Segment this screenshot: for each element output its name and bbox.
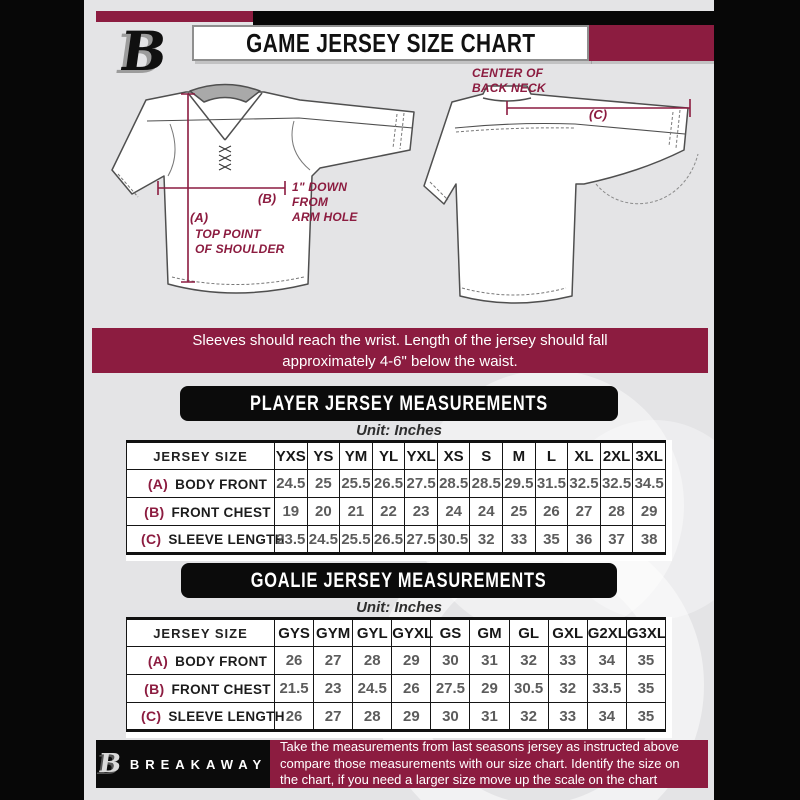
measurement-value: 31 [470, 647, 509, 675]
jersey-size-label: JERSEY SIZE [127, 619, 275, 647]
measurement-name: SLEEVE LENGTH [168, 709, 285, 724]
footer-brand-name: BREAKAWAY [129, 756, 268, 772]
measurement-row-label [127, 498, 275, 526]
footer-instructions-text: Take the measurements from last seasons jersey as instructed above compare those measurements with our size chart. Identify the size on the chart, if you need a larger size move up the scale on the chart [280, 739, 680, 788]
page-title: GAME JERSEY SIZE CHART [245, 27, 536, 58]
size-column-header: XL [568, 442, 601, 470]
measurement-value: 28 [353, 703, 392, 731]
goalie-section-title: GOALIE JERSEY MEASUREMENTS [251, 568, 547, 592]
measurement-value: 29 [633, 498, 666, 526]
size-column-header: GYXL [392, 619, 431, 647]
size-column-header: YL [372, 442, 405, 470]
measurement-value: 32 [470, 526, 503, 554]
size-column-header: M [503, 442, 536, 470]
size-column-header: GL [509, 619, 548, 647]
measurement-value: 30 [431, 647, 470, 675]
measurement-value: 23 [314, 675, 353, 703]
note-line: FROM [292, 195, 329, 209]
note-line: ARM HOLE [292, 210, 358, 224]
arm-hole-note [292, 180, 358, 225]
measurement-key: (C) [141, 708, 162, 724]
measurement-value: 28.5 [437, 470, 470, 498]
jersey-diagrams [84, 58, 714, 328]
measurement-value: 29 [470, 675, 509, 703]
measurement-key: (B) [144, 680, 165, 697]
measurement-value: 38 [633, 526, 666, 554]
measurement-value: 31 [470, 703, 509, 731]
size-column-header: XS [437, 442, 470, 470]
size-column-header: G2XL [587, 619, 626, 647]
banner-line: approximately 4-6" below the waist. [282, 352, 518, 370]
label-a: (A) [190, 210, 209, 225]
measurement-row-label [127, 526, 285, 554]
note-line: TOP POINT [195, 227, 261, 241]
size-column-header: GYL [353, 619, 392, 647]
measurement-value: 27 [568, 498, 601, 526]
measurement-value: 21.5 [275, 675, 314, 703]
player-table-wrap [126, 440, 672, 561]
goalie-size-table [126, 617, 666, 732]
measurement-value: 19 [275, 498, 308, 526]
measurement-value: 32 [509, 647, 548, 675]
shoulder-note [195, 227, 285, 257]
measurement-value: 27.5 [405, 526, 438, 554]
breakaway-logo-letter: B [116, 19, 172, 83]
measurement-value: 35 [626, 647, 665, 675]
table-row [127, 647, 666, 675]
measurement-value: 33 [548, 703, 587, 731]
title-box [192, 25, 589, 61]
measurement-value: 27.5 [405, 470, 438, 498]
table-row [127, 470, 666, 498]
player-unit-label: Unit: Inches [356, 422, 442, 439]
size-column-header: YXL [405, 442, 438, 470]
measurement-value: 25.5 [340, 470, 373, 498]
size-column-header: YS [307, 442, 340, 470]
measurement-name: SLEEVE LENGTH [168, 532, 285, 547]
measurement-value: 26 [535, 498, 568, 526]
measurement-value: 24.5 [353, 675, 392, 703]
title-accent-block [589, 25, 714, 61]
size-column-header: 3XL [633, 442, 666, 470]
measurement-row-label [127, 675, 275, 703]
measurement-value: 24.5 [307, 526, 340, 554]
measurement-value: 29 [392, 703, 431, 731]
measurement-name: FRONT CHEST [171, 504, 271, 520]
goalie-section-header [84, 563, 714, 598]
size-column-header: GYM [314, 619, 353, 647]
size-column-header: L [535, 442, 568, 470]
note-line: BACK NECK [472, 81, 546, 95]
goalie-table-wrap [126, 617, 672, 738]
measurement-name: FRONT CHEST [171, 681, 271, 697]
footer-brand-box [96, 740, 270, 788]
player-size-table [126, 440, 666, 555]
measurement-value: 33 [548, 647, 587, 675]
measurement-value: 34 [587, 703, 626, 731]
measurement-value: 26.5 [372, 526, 405, 554]
measurement-value: 34 [587, 647, 626, 675]
measurement-value: 27 [314, 703, 353, 731]
size-column-header: YM [340, 442, 373, 470]
measurement-value: 26 [392, 675, 431, 703]
measurement-value: 29 [392, 647, 431, 675]
table-row [127, 675, 666, 703]
center-back-neck-note [472, 66, 546, 96]
size-column-header: GXL [548, 619, 587, 647]
player-section-header [84, 386, 714, 421]
note-line: CENTER OF [472, 66, 544, 80]
fit-note-banner [92, 328, 708, 373]
measurement-value: 30.5 [509, 675, 548, 703]
measurement-value: 23 [405, 498, 438, 526]
measurement-value: 32 [509, 703, 548, 731]
measurement-value: 36 [568, 526, 601, 554]
measurement-key: (C) [141, 531, 162, 547]
size-column-header: GS [431, 619, 470, 647]
measurement-value: 34.5 [633, 470, 666, 498]
content-area [84, 0, 714, 800]
measurement-value: 32 [548, 675, 587, 703]
size-column-header: G3XL [626, 619, 665, 647]
content-layer [84, 0, 714, 800]
measurement-value: 27.5 [431, 675, 470, 703]
label-b: (B) [258, 191, 277, 206]
size-column-header: YXS [275, 442, 308, 470]
measurement-key: (A) [147, 475, 169, 492]
measurement-value: 23.5 [275, 526, 308, 554]
measurement-value: 27 [314, 647, 353, 675]
measurement-value: 32.5 [568, 470, 601, 498]
jersey-size-label: JERSEY SIZE [127, 442, 275, 470]
measurement-value: 25.5 [340, 526, 373, 554]
measurement-value: 20 [307, 498, 340, 526]
measurement-key: (B) [144, 503, 165, 520]
measurement-value: 33 [503, 526, 536, 554]
size-column-header: GYS [275, 619, 314, 647]
measurement-value: 28.5 [470, 470, 503, 498]
table-row [127, 498, 666, 526]
measurement-value: 30 [431, 703, 470, 731]
table-row [127, 703, 666, 731]
goalie-unit-label: Unit: Inches [356, 599, 442, 616]
size-column-header: GM [470, 619, 509, 647]
player-section-pill [180, 386, 618, 421]
table-header-row [127, 442, 666, 470]
back-jersey-diagram [424, 86, 698, 303]
table-row [127, 526, 666, 554]
measurement-value: 33.5 [587, 675, 626, 703]
player-section-title: PLAYER JERSEY MEASUREMENTS [250, 391, 548, 415]
measurement-row-label [127, 647, 275, 675]
measurement-value: 21 [340, 498, 373, 526]
measurement-value: 29.5 [503, 470, 536, 498]
banner-line: Sleeves should reach the wrist. Length of the jersey should fall [192, 331, 608, 349]
measurement-value: 28 [353, 647, 392, 675]
footer-instructions-box [270, 740, 708, 788]
measurement-row-label [127, 470, 275, 498]
measurement-value: 28 [600, 498, 633, 526]
measurement-value: 24 [470, 498, 503, 526]
measurement-value: 26 [275, 647, 314, 675]
measurement-value: 37 [600, 526, 633, 554]
measurement-value: 30.5 [437, 526, 470, 554]
measurement-value: 35 [626, 703, 665, 731]
header-black-bar [253, 11, 714, 25]
measurement-value: 32.5 [600, 470, 633, 498]
measurement-value: 35 [535, 526, 568, 554]
measurement-value: 24 [437, 498, 470, 526]
measurement-value: 35 [626, 675, 665, 703]
label-c: (C) [589, 107, 608, 122]
note-line: 1" DOWN [292, 180, 348, 194]
measurement-name: BODY FRONT [175, 476, 268, 492]
measurement-value: 25 [503, 498, 536, 526]
table-header-row [127, 619, 666, 647]
size-column-header: 2XL [600, 442, 633, 470]
goalie-section-pill [181, 563, 616, 598]
breakaway-footer-logo: B [96, 749, 123, 779]
note-line: OF SHOULDER [195, 242, 285, 256]
measurement-value: 24.5 [275, 470, 308, 498]
size-column-header: S [470, 442, 503, 470]
measurement-key: (A) [147, 652, 169, 669]
measurement-name: BODY FRONT [175, 653, 268, 669]
measurement-row-label [127, 703, 285, 731]
measurement-value: 26 [275, 703, 314, 731]
measurement-value: 31.5 [535, 470, 568, 498]
measurement-value: 26.5 [372, 470, 405, 498]
measurement-value: 22 [372, 498, 405, 526]
measurement-value: 25 [307, 470, 340, 498]
